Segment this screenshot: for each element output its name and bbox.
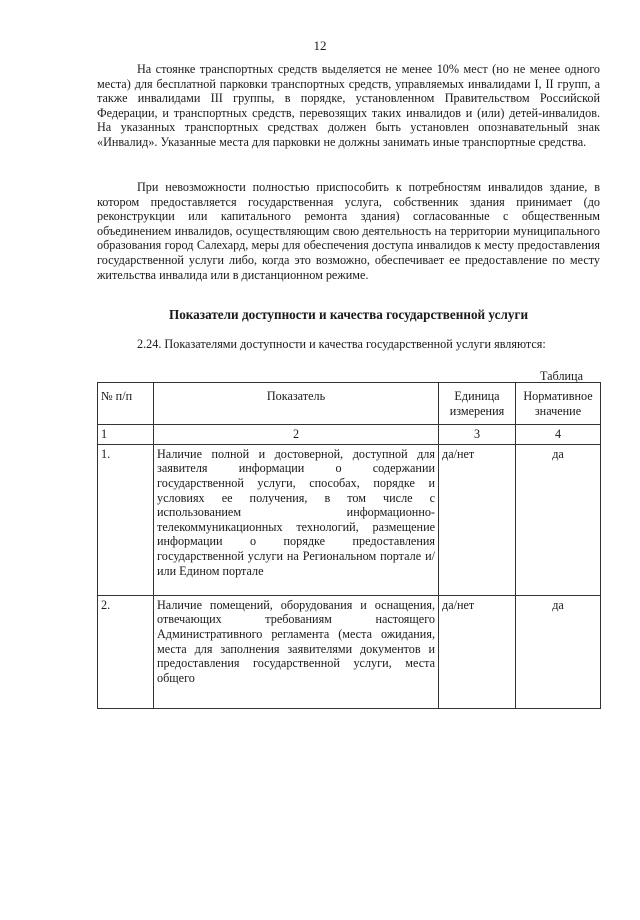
- table-header-row: [98, 383, 601, 425]
- col-number: 1: [98, 425, 154, 445]
- header-num: № п/п: [98, 383, 154, 425]
- row-indicator: Наличие помещений, оборудования и оснащения, отвечающих требованиям настоящего Административного регламента (места ожидания, места для заполнения заявителями документов и предоставления государственной услуги, места общего: [154, 595, 439, 708]
- page-cutoff: [90, 720, 610, 920]
- header-value: Нормативное значение: [516, 383, 601, 425]
- table-row: [98, 444, 601, 595]
- col-number: 3: [439, 425, 516, 445]
- row-value: да: [516, 444, 601, 595]
- row-indicator: Наличие полной и достоверной, доступной для заявителя информации о содержании государственной услуги, способах, порядке и условиях ее получения, в том числе с использованием информационно-телекоммуникационных технологий, размещение информации о порядке предоставления государственной услуги на Региональном портале и/или Едином портале: [154, 444, 439, 595]
- col-number: 4: [516, 425, 601, 445]
- row-unit: да/нет: [439, 595, 516, 708]
- paragraph-building-access: При невозможности полностью приспособить к потребностям инвалидов здание, в котором предоставляется государственная услуга, собственник здания принимает (до реконструкции или капитального ремонта здания) согласованные с общественным объединением инвалидов, осуществляющим свою деятельность на территории муниципального образования город Салехард, меры для обеспечения доступа инвалидов к месту предоставления государственной услуги либо, когда это возможно, обеспечивает ее предоставление по месту жительства инвалида или в дистанционном режиме.: [97, 180, 600, 282]
- row-num: 1.: [98, 444, 154, 595]
- col-number: 2: [154, 425, 439, 445]
- table-number-row: [98, 425, 601, 445]
- table-caption: Таблица: [540, 369, 583, 383]
- page-number: 12: [313, 38, 327, 53]
- row-value: да: [516, 595, 601, 708]
- row-unit: да/нет: [439, 444, 516, 595]
- table-row: [98, 595, 601, 708]
- indicators-table: [97, 382, 601, 709]
- section-heading: Показатели доступности и качества государственной услуги: [168, 307, 529, 322]
- row-num: 2.: [98, 595, 154, 708]
- paragraph-parking: На стоянке транспортных средств выделяется не менее 10% мест (но не менее одного места) для бесплатной парковки транспортных средств, управляемых инвалидами I, II групп, а также инвалидами III группы, в порядке, установленном Правительством Российской Федерации, и транспортных средств, перевозящих таких инвалидов и (или) детей-инвалидов. На указанных транспортных средствах должен быть установлен опознавательный знак «Инвалид». Указанные места для парковки не должны занимать иные транспортные средства.: [97, 62, 600, 149]
- header-indicator: Показатель: [154, 383, 439, 425]
- paragraph-intro: 2.24. Показателями доступности и качества государственной услуги являются:: [137, 337, 546, 351]
- header-unit: Единица измерения: [439, 383, 516, 425]
